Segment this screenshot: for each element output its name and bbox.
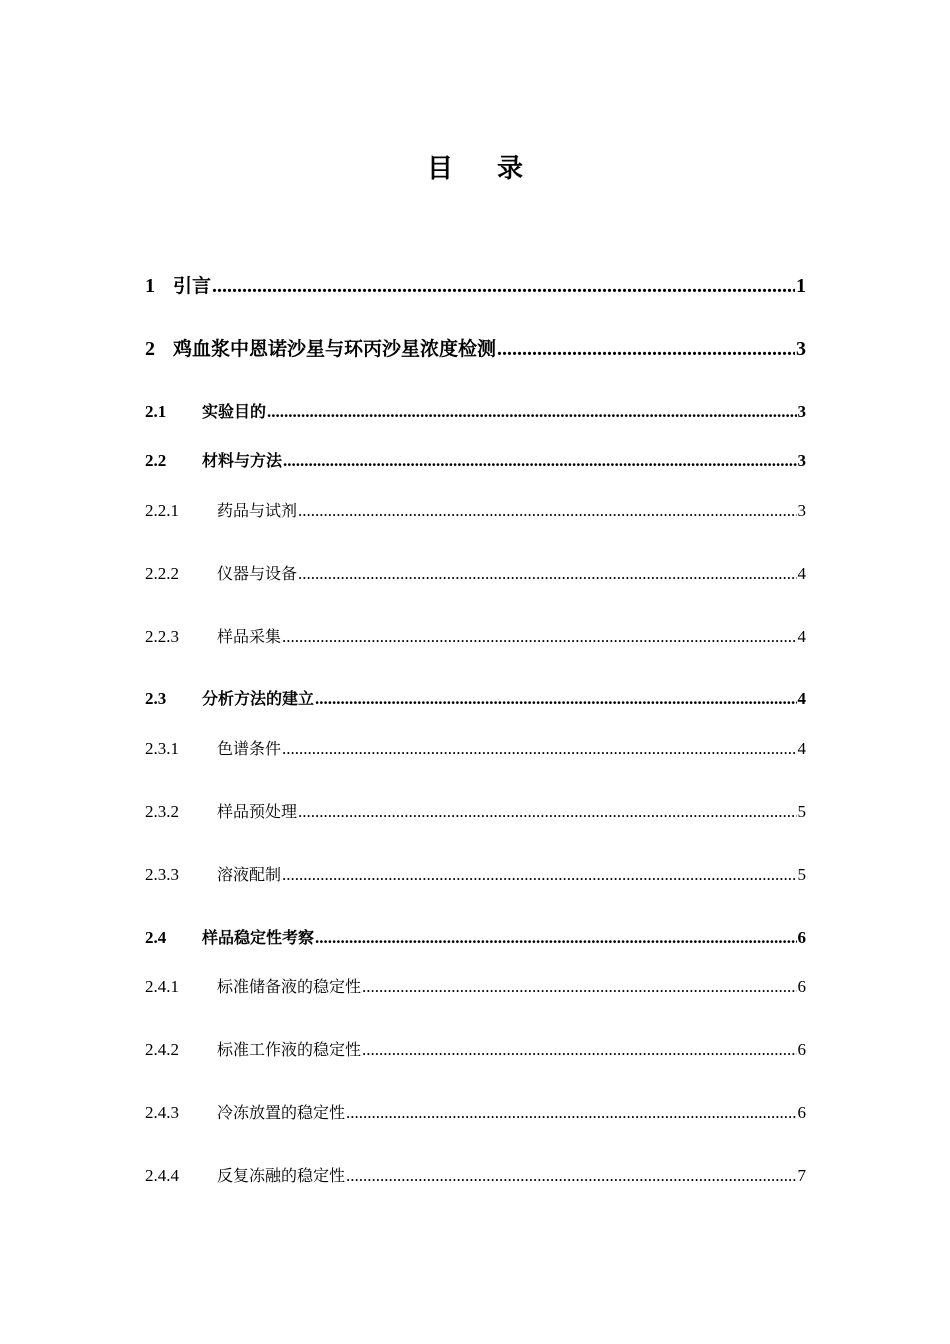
toc-entry-number: 2.3.2 — [145, 802, 179, 821]
toc-entry-number: 2 — [145, 338, 155, 360]
toc-dot-leader — [362, 975, 796, 999]
toc-entry-page: 4 — [797, 739, 806, 758]
toc-entry-2-2-1[interactable] — [145, 499, 806, 523]
toc-entry-2-3-3[interactable] — [145, 863, 806, 887]
toc-entry-number: 2.2.3 — [145, 627, 179, 646]
toc-entry-2[interactable] — [145, 335, 806, 363]
toc-entry-number: 2.1 — [145, 402, 167, 421]
toc-entry-2-3[interactable] — [145, 687, 806, 711]
toc-entry-2-4-1[interactable] — [145, 975, 806, 999]
toc-dot-leader — [298, 800, 796, 824]
toc-entry-2-2[interactable] — [145, 449, 806, 473]
toc-entry-label: 仪器与设备 — [217, 564, 298, 583]
toc-dot-leader — [298, 499, 796, 523]
toc-dot-leader — [282, 625, 796, 649]
toc-entry-page: 6 — [797, 1040, 806, 1059]
toc-entry-page: 4 — [797, 564, 806, 583]
toc-entry-label: 标准储备液的稳定性 — [217, 977, 362, 996]
toc-entry-page: 4 — [797, 627, 806, 646]
toc-dot-leader — [282, 737, 796, 761]
toc-entry-label: 反复冻融的稳定性 — [217, 1166, 346, 1185]
toc-entry-page: 5 — [797, 802, 806, 821]
toc-entry-label: 样品预处理 — [217, 802, 298, 821]
toc-entry-page: 3 — [797, 402, 806, 421]
toc-dot-leader — [346, 1101, 796, 1125]
toc-entry-page: 6 — [797, 977, 806, 996]
toc-dot-leader — [346, 1164, 796, 1188]
toc-entry-number: 2.4 — [145, 928, 167, 947]
toc-entry-number: 2.4.1 — [145, 977, 179, 996]
toc-dot-leader — [212, 272, 795, 300]
toc-entry-label: 标准工作液的稳定性 — [217, 1040, 362, 1059]
toc-entry-2-4[interactable] — [145, 926, 806, 950]
toc-entry-2-4-3[interactable] — [145, 1101, 806, 1125]
toc-entry-label: 鸡血浆中恩诺沙星与环丙沙星浓度检测 — [173, 338, 497, 360]
toc-entry-label: 溶液配制 — [217, 865, 282, 884]
toc-entry-page: 7 — [797, 1166, 806, 1185]
toc-entry-page: 1 — [796, 275, 806, 297]
toc-entry-2-2-2[interactable] — [145, 562, 806, 586]
toc-entry-page: 4 — [797, 689, 806, 708]
toc-entry-label: 材料与方法 — [202, 451, 283, 470]
toc-dot-leader — [315, 687, 796, 711]
toc-entry-2-2-3[interactable] — [145, 625, 806, 649]
toc-entry-page: 3 — [797, 451, 806, 470]
page-title: 目录 — [426, 154, 567, 184]
toc-entry-number: 2.3.1 — [145, 739, 179, 758]
toc-entry-label: 色谱条件 — [217, 739, 282, 758]
toc-dot-leader — [497, 335, 795, 363]
toc-entry-number: 2.3 — [145, 689, 167, 708]
toc-entry-2-3-2[interactable] — [145, 800, 806, 824]
toc-entry-number: 2.2.1 — [145, 501, 179, 520]
toc-dot-leader — [282, 863, 796, 887]
toc-entry-label: 分析方法的建立 — [202, 689, 315, 708]
toc-dot-leader — [298, 562, 796, 586]
toc-entry-1[interactable] — [145, 272, 806, 300]
toc-entry-label: 实验目的 — [202, 402, 267, 421]
toc-entry-label: 药品与试剂 — [217, 501, 298, 520]
toc-dot-leader — [283, 449, 796, 473]
toc-entry-page: 5 — [797, 865, 806, 884]
toc-dot-leader — [315, 926, 796, 950]
toc-entry-number: 2.3.3 — [145, 865, 179, 884]
toc-entry-label: 样品稳定性考察 — [202, 928, 315, 947]
toc-dot-leader — [267, 400, 796, 424]
toc-entry-number: 2.4.2 — [145, 1040, 179, 1059]
toc-entry-number: 2.4.3 — [145, 1103, 179, 1122]
toc-entry-2-3-1[interactable] — [145, 737, 806, 761]
toc-entry-label: 冷冻放置的稳定性 — [217, 1103, 346, 1122]
toc-entry-2-1[interactable] — [145, 400, 806, 424]
toc-entry-number: 2.4.4 — [145, 1166, 179, 1185]
toc-entry-2-4-2[interactable] — [145, 1038, 806, 1062]
toc-entry-page: 6 — [797, 1103, 806, 1122]
toc-entry-number: 1 — [145, 275, 155, 297]
toc-entry-label: 引言 — [173, 275, 212, 297]
toc-dot-leader — [362, 1038, 796, 1062]
toc-entry-page: 6 — [797, 928, 806, 947]
toc-entry-2-4-4[interactable] — [145, 1164, 806, 1188]
toc-entry-number: 2.2.2 — [145, 564, 179, 583]
toc-entry-label: 样品采集 — [217, 627, 282, 646]
toc-entry-number: 2.2 — [145, 451, 167, 470]
toc-entry-page: 3 — [797, 501, 806, 520]
toc-entry-page: 3 — [796, 338, 806, 360]
